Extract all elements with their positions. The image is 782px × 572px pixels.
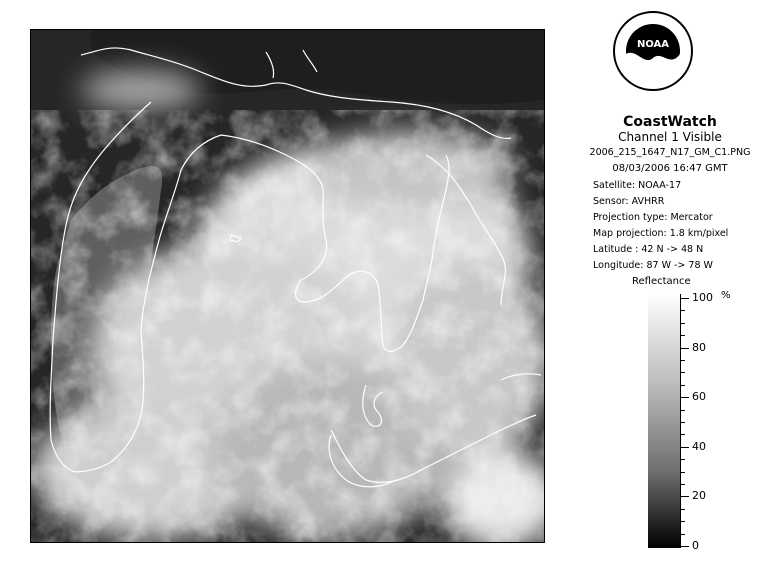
colorbar-title: Reflectance	[632, 276, 691, 287]
sensor-label: Sensor: AVHRR	[593, 196, 665, 207]
cloud-texture	[31, 110, 544, 542]
satellite-label: Satellite: NOAA-17	[593, 180, 682, 191]
colorbar-minor-tick	[680, 335, 685, 336]
satellite-image	[30, 29, 545, 543]
colorbar-major-tick	[680, 348, 689, 349]
colorbar-major-tick	[680, 496, 689, 497]
noaa-logo-icon	[612, 10, 694, 92]
latitude-label: Latitude : 42 N -> 48 N	[593, 244, 704, 255]
colorbar-tick-label: 40	[692, 439, 706, 453]
colorbar-minor-tick	[680, 534, 685, 535]
colorbar-minor-tick	[680, 360, 685, 361]
colorbar-minor-tick	[680, 323, 685, 324]
colorbar-minor-tick	[680, 484, 685, 485]
colorbar-minor-tick	[680, 434, 685, 435]
reflectance-colorbar	[648, 294, 680, 548]
acquisition-datetime: 08/03/2006 16:47 GMT	[612, 163, 728, 174]
projection-type-label: Projection type: Mercator	[593, 212, 713, 223]
colorbar-minor-tick	[680, 459, 685, 460]
colorbar-minor-tick	[680, 385, 685, 386]
colorbar-minor-tick	[680, 372, 685, 373]
colorbar-major-tick	[680, 298, 689, 299]
colorbar-tick-label: 60	[692, 390, 706, 404]
colorbar-major-tick	[680, 546, 689, 547]
colorbar-tick-label: 0	[692, 539, 699, 552]
product-title: CoastWatch	[623, 114, 717, 130]
colorbar-unit: %	[721, 290, 731, 301]
colorbar-minor-tick	[680, 410, 685, 411]
colorbar-minor-tick	[680, 521, 685, 522]
colorbar-minor-tick	[680, 422, 685, 423]
map-projection-label: Map projection: 1.8 km/pixel	[593, 228, 729, 239]
colorbar-minor-tick	[680, 509, 685, 510]
colorbar-tick-label: 100	[692, 291, 713, 304]
noaa-logo	[612, 10, 694, 120]
colorbar-major-tick	[680, 447, 689, 448]
noaa-logo-text: NOAA	[636, 39, 670, 50]
map-svg	[31, 30, 544, 542]
channel-label: Channel 1 Visible	[618, 130, 722, 144]
file-name: 2006_215_1647_N17_GM_C1.PNG	[589, 147, 751, 158]
colorbar-axis	[680, 294, 695, 548]
colorbar-major-tick	[680, 397, 689, 398]
longitude-label: Longitude: 87 W -> 78 W	[593, 260, 713, 271]
colorbar-minor-tick	[680, 310, 685, 311]
colorbar-tick-label: 80	[692, 340, 706, 354]
colorbar-minor-tick	[680, 472, 685, 473]
colorbar-tick-label: 20	[692, 489, 706, 503]
